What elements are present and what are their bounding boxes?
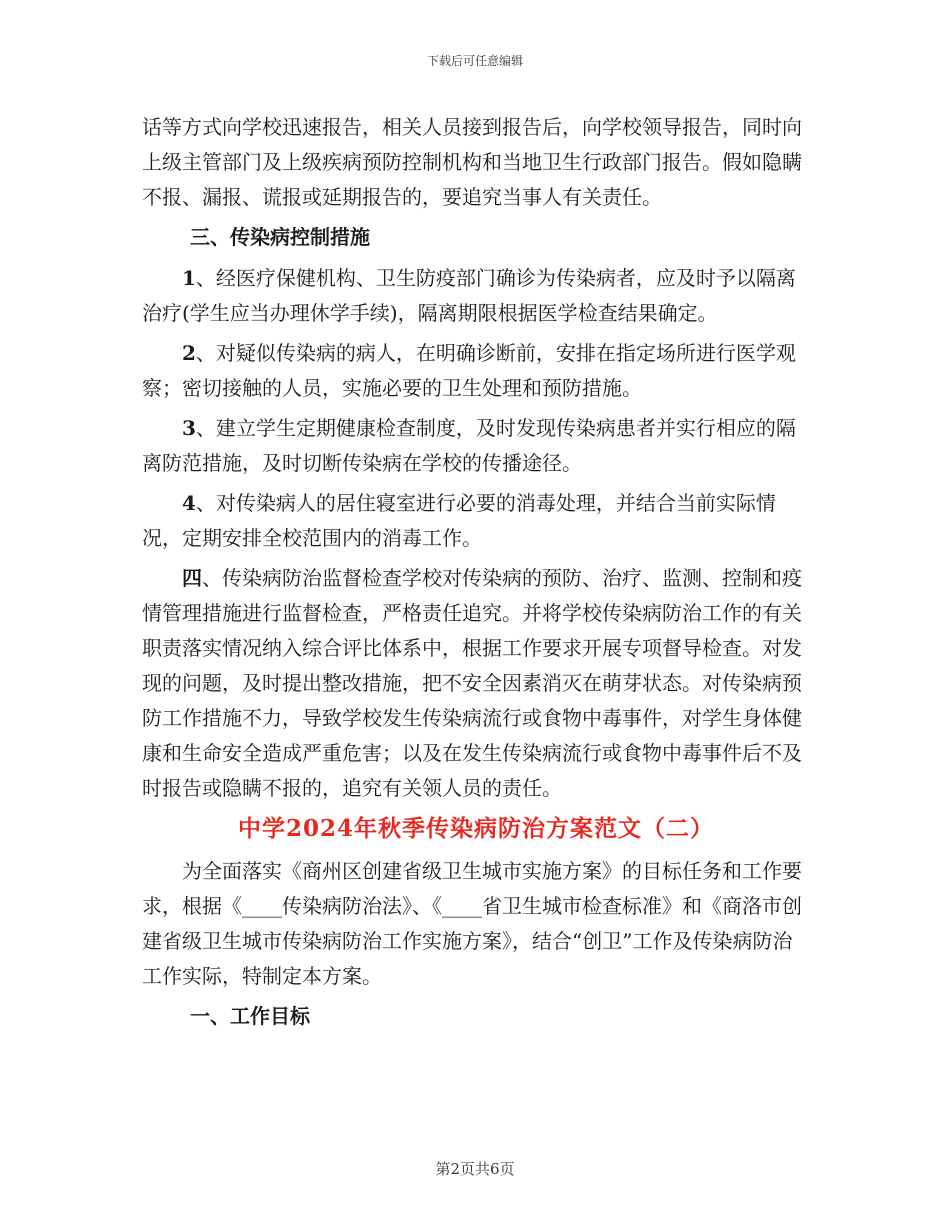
section-supervision-text: 、传染病防治监督检查学校对传染病的预防、治疗、监测、控制和疫情管理措施进行监督检查，严格责任追究。并将学校传染病防治工作的有关职责落实情况纳入综合评比体系中，根据工作要求开展专项督导检查。对发现的问题，及时提出整改措施，把不安全因素消灭在萌芽状态。对传染病预防工作措施不力，导致学校发生传染病流行或食物中毒事件，对学生身体健康和生命安全造成严重危害；以及在发生传染病流行或食物中毒事件后不及时报告或隐瞒不报的，追究有关领人员的责任。 bbox=[142, 566, 802, 800]
measure-4-number: 4 bbox=[182, 491, 196, 515]
measure-4-text: 、对传染病人的居住寝室进行必要的消毒处理，并结合当前实际情况，定期安排全校范围内的消毒工作。 bbox=[142, 491, 776, 550]
document-title: 中学2024年秋季传染病防治方案范文（二） bbox=[237, 815, 714, 842]
measure-3 bbox=[142, 411, 810, 481]
measure-1 bbox=[142, 261, 810, 331]
page-footer: 第2页共6页 bbox=[435, 1160, 515, 1178]
measure-3-text: 、建立学生定期健康检查制度，及时发现传染病患者并实行相应的隔离防范措施，及时切断传染病在学校的传播途径。 bbox=[142, 416, 796, 475]
section-heading-control-measures: 三、传染病控制措施 bbox=[190, 225, 370, 249]
measure-4 bbox=[142, 486, 810, 556]
measure-3-number: 3 bbox=[182, 416, 196, 440]
section-supervision-number: 四 bbox=[182, 566, 202, 590]
page-header: 下载后可任意编辑 bbox=[426, 54, 523, 68]
section-supervision bbox=[142, 561, 810, 806]
document-body bbox=[142, 110, 810, 1040]
measure-1-text: 、经医疗保健机构、卫生防疫部门确诊为传染病者，应及时予以隔离治疗(学生应当办理休学手续)，隔离期限根据医学检查结果确定。 bbox=[142, 266, 796, 325]
measure-1-number: 1 bbox=[182, 266, 196, 290]
section-heading-work-goals: 一、工作目标 bbox=[190, 1004, 310, 1028]
intro-paragraph: 为全面落实《商州区创建省级卫生城市实施方案》的目标任务和工作要求，根据《____传染病防治法》、《____省卫生城市检查标准》和《商洛市创建省级卫生城市传染病防治工作实施方案》，结合“创卫”工作及传染病防治工作实际，特制定本方案。 bbox=[142, 859, 802, 988]
measure-2-text: 、对疑似传染病的病人，在明确诊断前，安排在指定场所进行医学观察；密切接触的人员，实施必要的卫生处理和预防措施。 bbox=[142, 341, 796, 400]
paragraph-report-continuation: 话等方式向学校迅速报告，相关人员接到报告后，向学校领导报告，同时向上级主管部门及上级疾病预防控制机构和当地卫生行政部门报告。假如隐瞒不报、漏报、谎报或延期报告的，要追究当事人有关责任。 bbox=[142, 115, 802, 209]
measure-2-number: 2 bbox=[182, 341, 196, 365]
measure-2 bbox=[142, 336, 810, 406]
